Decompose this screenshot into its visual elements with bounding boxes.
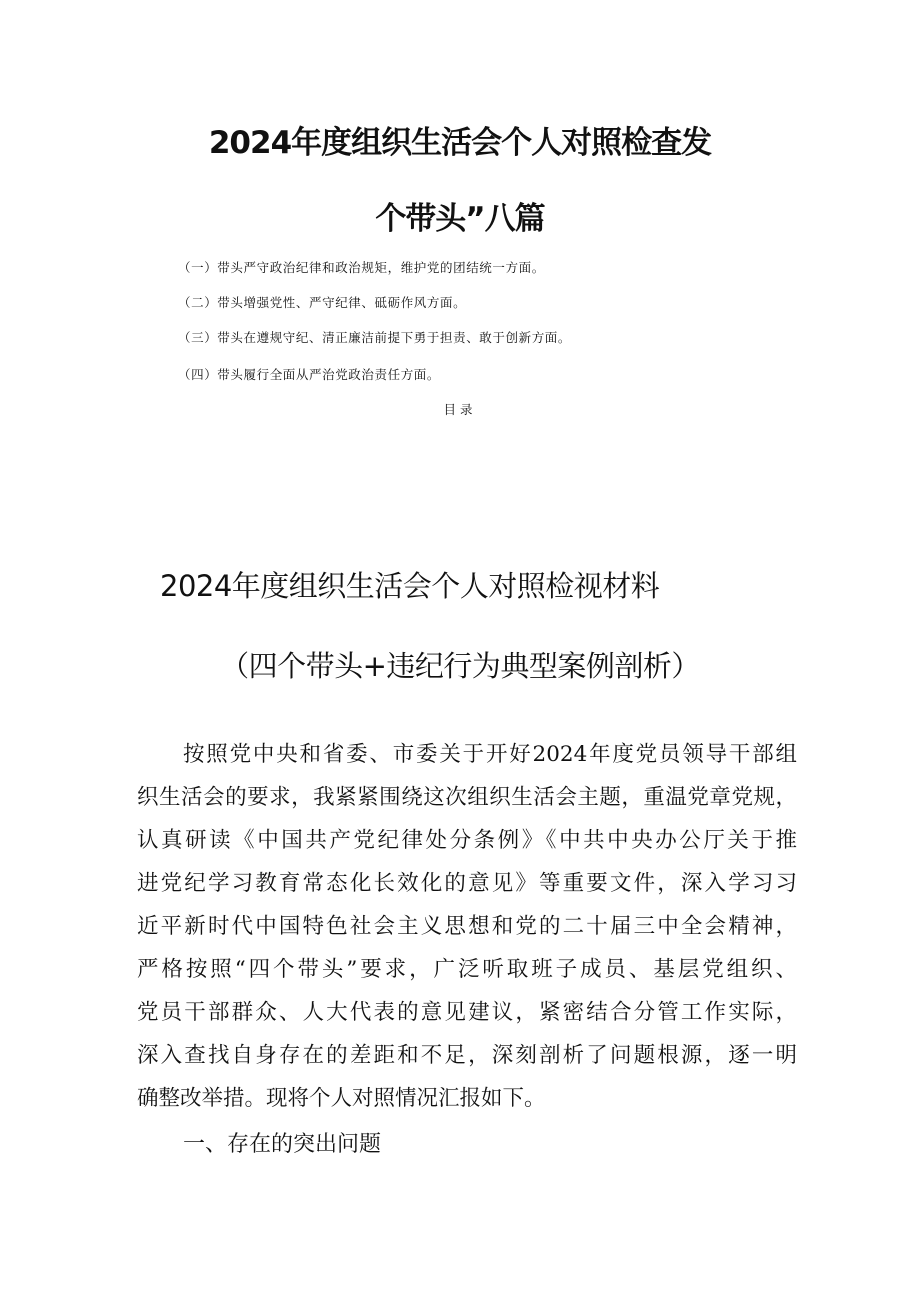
- paragraph-line: 近平新时代中国特色社会主义思想和党的二十届三中全会精神，: [137, 914, 797, 939]
- paragraph-line: 进党纪学习教育常态化长效化的意见》等重要文件，深入学习习: [137, 871, 797, 896]
- toc-label: 目录: [443, 402, 477, 417]
- toc-item: （四）带头履行全面从严治党政治责任方面。: [178, 367, 441, 382]
- paragraph-line: 党员干部群众、人大代表的意见建议，紧密结合分管工作实际，: [137, 1000, 797, 1025]
- paragraph-line: 织生活会的要求，我紧紧围绕这次组织生活会主题，重温党章党规，: [137, 785, 797, 810]
- section-heading: 一、存在的突出问题: [183, 1132, 382, 1157]
- paragraph-line: 认真研读《中国共产党纪律处分条例》《中共中央办公厅关于推: [137, 828, 797, 853]
- document-title-line-2: 个带头”八篇: [375, 201, 545, 237]
- paragraph-line: 严格按照“四个带头”要求，广泛听取班子成员、基层党组织、: [137, 957, 797, 982]
- toc-item: （三）带头在遵规守纪、清正廉洁前提下勇于担责、敢于创新方面。: [178, 330, 572, 345]
- article-title-line-2: （四个带头+违纪行为典型案例剖析）: [220, 649, 700, 683]
- article-title-line-1: 2024年度组织生活会个人对照检视材料: [160, 569, 660, 603]
- toc-item: （一）带头严守政治纪律和政治规矩，维护党的团结统一方面。: [178, 260, 545, 275]
- paragraph-line: 确整改举措。现将个人对照情况汇报如下。: [137, 1086, 546, 1111]
- document-title-line-1: 2024年度组织生活会个人对照检查发: [208, 125, 712, 161]
- toc-item: （二）带头增强党性、严守纪律、砥砺作风方面。: [178, 295, 467, 310]
- paragraph-line: 深入查找自身存在的差距和不足，深刻剖析了问题根源，逐一明: [137, 1043, 797, 1068]
- paragraph-line: 按照党中央和省委、市委关于开好2024年度党员领导干部组: [183, 742, 797, 767]
